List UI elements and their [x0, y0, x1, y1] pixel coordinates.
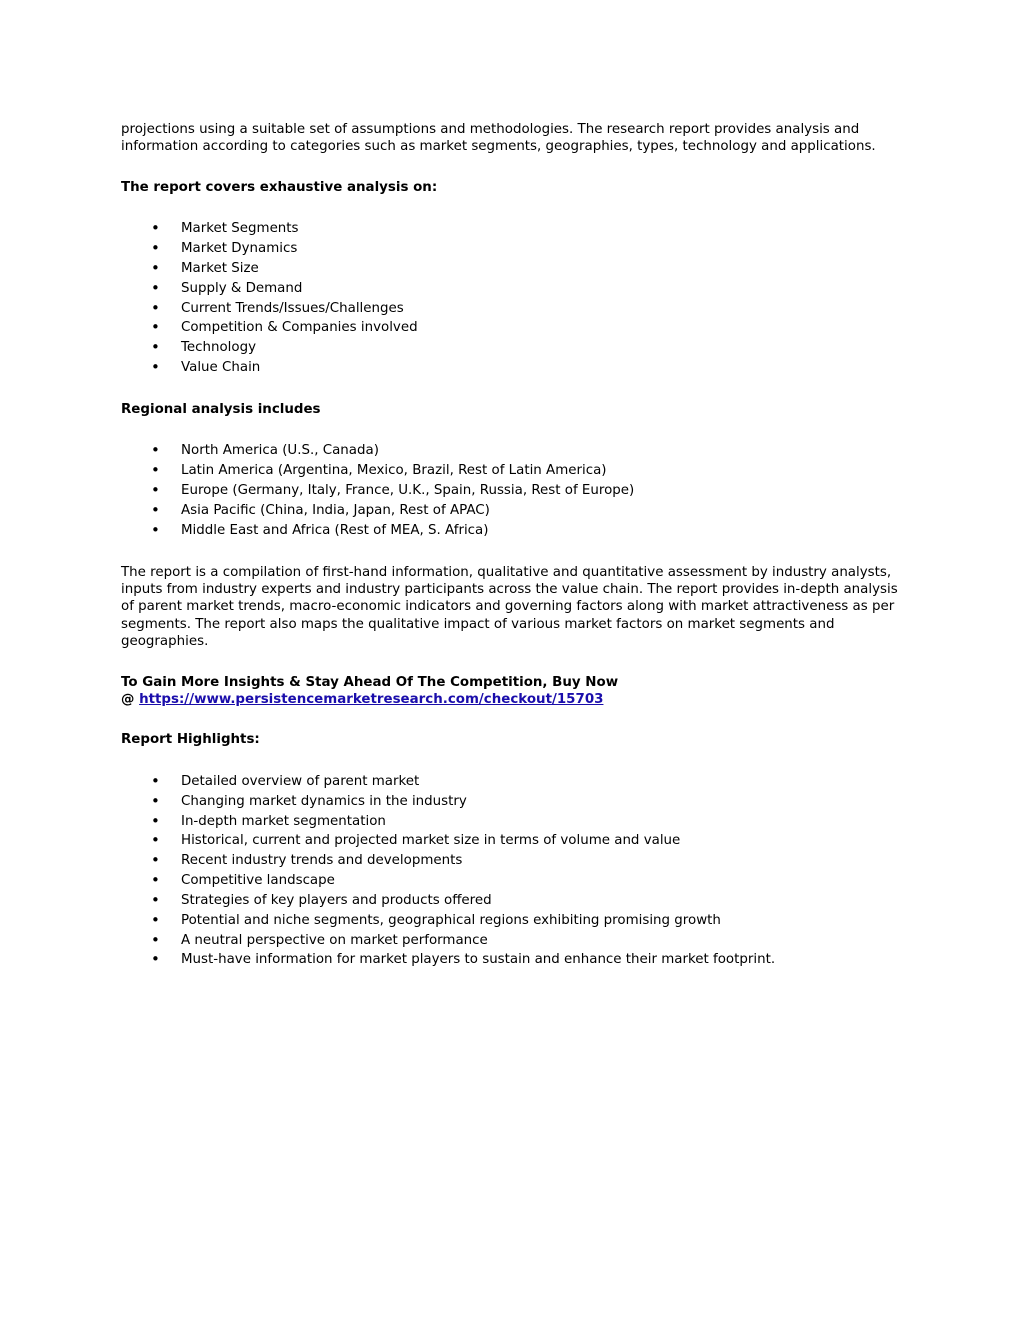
list-item: • Historical, current and projected market size in terms of volume and value — [121, 831, 901, 851]
checkout-line — [121, 691, 901, 708]
list-item: • Supply & Demand — [121, 279, 901, 299]
list-item: • Current Trends/Issues/Challenges — [121, 299, 901, 319]
list-item: • A neutral perspective on market performance — [121, 931, 901, 951]
list-item: • Market Size — [121, 259, 901, 279]
at-prefix: @ — [121, 692, 140, 708]
list-item: • Competitive landscape — [121, 871, 901, 891]
coverage-heading: The report covers exhaustive analysis on: — [121, 179, 438, 195]
buy-now-text: To Gain More Insights & Stay Ahead Of The Competition, Buy Now — [121, 674, 619, 690]
list-item: • Must-have information for market players to sustain and enhance their market footprint. — [121, 950, 901, 970]
list-item: • Europe (Germany, Italy, France, U.K., Spain, Russia, Rest of Europe) — [121, 481, 901, 501]
list-item: • Latin America (Argentina, Mexico, Brazil, Rest of Latin America) — [121, 461, 901, 481]
list-item: • Strategies of key players and products offered — [121, 891, 901, 911]
checkout-link[interactable]: https://www.persistencemarketresearch.com/checkout/15703 — [139, 692, 604, 708]
list-item: • Changing market dynamics in the industry — [121, 792, 901, 812]
buy-now-callout — [121, 674, 901, 709]
coverage-list — [121, 219, 901, 378]
list-item: • Competition & Companies involved — [121, 318, 901, 338]
document-page — [121, 121, 901, 970]
list-item: • Market Segments — [121, 219, 901, 239]
list-item: • Middle East and Africa (Rest of MEA, S. Africa) — [121, 521, 901, 541]
summary-paragraph: The report is a compilation of first-hand information, qualitative and quantitative assessment by industry analysts, inputs from industry experts and industry participants across the value chain. The report provides in-depth analysis of parent market trends, macro-economic indicators and governing factors along with market attractiveness as per segments. The report also maps the qualitative impact of various market factors on market segments and geographies. — [121, 564, 898, 650]
list-item: • Technology — [121, 338, 901, 358]
highlights-list — [121, 772, 901, 970]
list-item: • Detailed overview of parent market — [121, 772, 901, 792]
intro-paragraph: projections using a suitable set of assumptions and methodologies. The research report provides analysis and information according to categories such as market segments, geographies, types, technology and applications. — [121, 122, 876, 155]
list-item: • Asia Pacific (China, India, Japan, Rest of APAC) — [121, 501, 901, 521]
list-item: • In-depth market segmentation — [121, 812, 901, 832]
list-item: • Value Chain — [121, 358, 901, 378]
regional-heading: Regional analysis includes — [121, 401, 321, 417]
regional-list — [121, 441, 901, 540]
list-item: • North America (U.S., Canada) — [121, 441, 901, 461]
list-item: • Market Dynamics — [121, 239, 901, 259]
highlights-heading: Report Highlights: — [121, 732, 260, 748]
list-item: • Recent industry trends and developments — [121, 851, 901, 871]
list-item: • Potential and niche segments, geographical regions exhibiting promising growth — [121, 911, 901, 931]
